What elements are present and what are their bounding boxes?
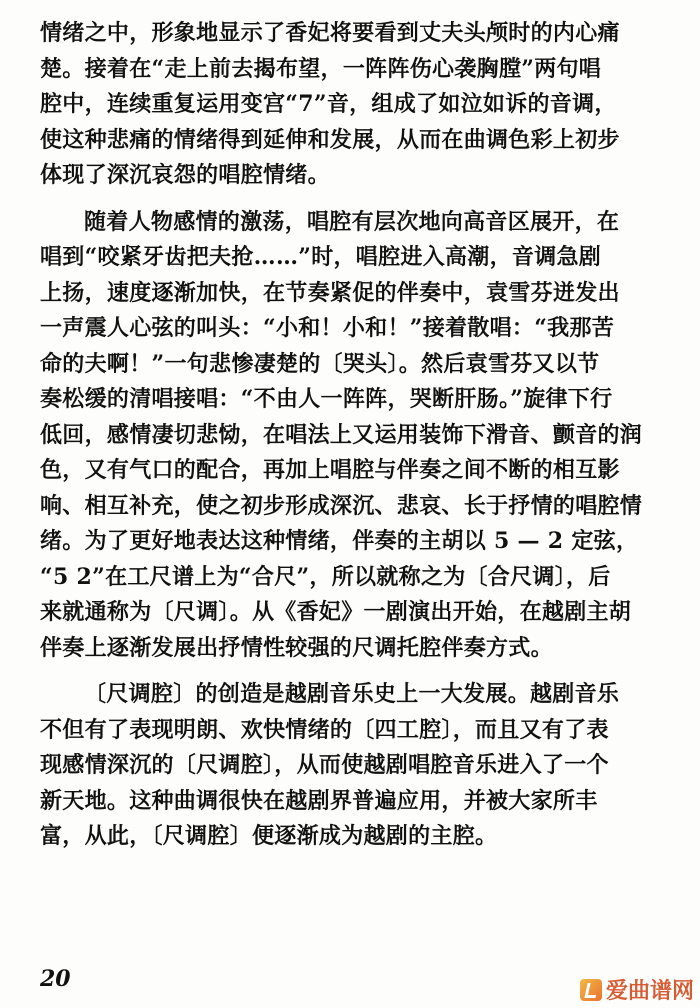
paragraph-2 bbox=[40, 205, 668, 667]
text-line: 不但有了表现明朗、欢快情绪的〔四工腔〕，而且又有了表 bbox=[40, 716, 609, 743]
text-line: 绪。为了更好地表达这种情绪，伴奏的主胡以 5 — 2 定弦， bbox=[40, 528, 639, 554]
text-line: 使这种悲痛的情绪得到延伸和发展，从而在曲调色彩上初步 bbox=[40, 126, 620, 153]
text-line: 腔中，连续重复运用变宫“7”音，组成了如泣如诉的音调， bbox=[40, 91, 617, 117]
text-line: 命的夫啊！”一句悲惨凄楚的〔哭头〕。然后袁雪芬又以节 bbox=[40, 350, 600, 377]
text-line: 体现了深沉哀怨的唱腔情绪。 bbox=[40, 162, 330, 188]
watermark-logo-icon bbox=[580, 979, 602, 1001]
text-line: 奏松缓的清唱接唱：“不由人一阵阵，哭断肝肠。”旋律下行 bbox=[40, 386, 613, 412]
text-line: 来就通称为〔尺调〕。从《香妃》一剧演出开始，在越剧主胡 bbox=[40, 599, 632, 625]
text-line: 现感情深沉的〔尺调腔〕，从而使越剧唱腔音乐进入了一个 bbox=[40, 752, 609, 778]
watermark-text: 爱曲谱网 bbox=[605, 979, 694, 1004]
text-line: 一声震人心弦的叫头：“小和！小和！”接着散唱：“我那苦 bbox=[40, 315, 615, 341]
watermark bbox=[580, 974, 694, 1005]
paragraph-1 bbox=[40, 16, 668, 194]
text-line: 响、相互补充，使之初步形成深沉、悲哀、长于抒情的唱腔情 bbox=[40, 492, 643, 519]
text-line: 伴奏上逐渐发展出抒情性较强的尺调托腔伴奏方式。 bbox=[40, 634, 553, 661]
text-line: 新天地。这种曲调很快在越剧界普遍应用，并被大家所丰 bbox=[40, 787, 598, 814]
text-line: 楚。接着在“走上前去揭布望，一阵阵伤心袭胸膛”两句唱 bbox=[40, 55, 602, 82]
text-line: 唱到“咬紧牙齿把夫抢……”时，唱腔进入高潮，音调急剧 bbox=[40, 244, 602, 270]
text-line: 〔尺调腔〕的创造是越剧音乐史上一大发展。越剧音乐 bbox=[84, 681, 620, 707]
text-line: 色，又有气口的配合，再加上唱腔与伴奏之间不断的相互影 bbox=[40, 457, 620, 483]
text-line: 上扬，速度逐渐加快，在节奏紧促的伴奏中，袁雪芬迸发出 bbox=[40, 279, 620, 306]
text-line: 低回，感情凄切悲恸，在唱法上又运用装饰下滑音、颤音的润 bbox=[40, 421, 643, 448]
page-number: 20 bbox=[40, 966, 71, 992]
paragraph-3 bbox=[40, 677, 668, 855]
body-text bbox=[40, 16, 668, 855]
text-line: 随着人物感情的激荡，唱腔有层次地向高音区展开，在 bbox=[84, 208, 620, 235]
text-line: “5 2”在工尺谱上为“合尺”，所以就称之为〔合尺调〕，后 bbox=[40, 563, 611, 590]
text-line: 情绪之中，形象地显示了香妃将要看到丈夫头颅时的内心痛 bbox=[40, 20, 620, 46]
text-line: 富，从此，〔尺调腔〕便逐渐成为越剧的主腔。 bbox=[40, 823, 498, 849]
